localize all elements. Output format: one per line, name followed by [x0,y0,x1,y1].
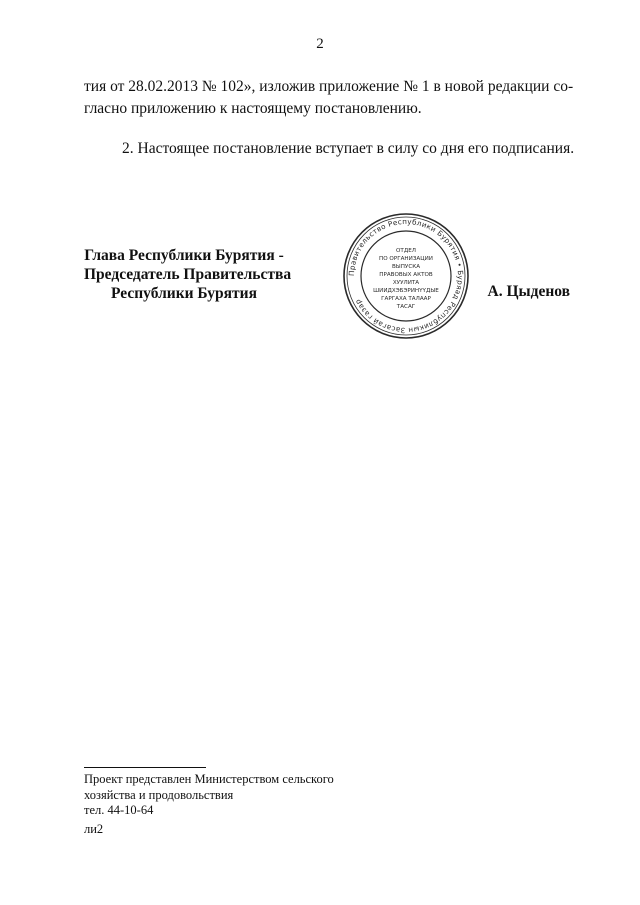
stamp-inner-line: ХУУЛИТА [392,280,420,286]
stamp-inner-line: ОТДЕЛ [396,248,416,254]
footnote-phone: тел. 44-10-64 [84,803,154,817]
stamp-inner-line: ШИИДХЭБЭРИНҮҮДЫЕ [373,288,439,294]
document-code: ли2 [84,822,104,836]
signatory-title [84,246,292,303]
signatory-title-line-2: Председатель Правительства [84,266,292,283]
stamp-inner-line: ВЫПУСКА [391,264,421,270]
official-seal-stamp [341,211,471,341]
signatory-title-line-1: Глава Республики Бурятия - [84,247,284,264]
paragraph-1-line-1: тия от 28.02.2013 № 102», изложив приложение № 1 в новой редакции со- [84,78,574,95]
stamp-inner-line: ПО ОРГАНИЗАЦИИ [379,256,433,262]
stamp-inner-text [373,248,439,310]
footnote-divider [84,767,206,768]
signatory-title-line-3: Республики Бурятия [111,285,257,302]
footnote-line-2: хозяйства и продовольствия [84,787,234,802]
body-paragraph-2: 2. Настоящее постановление вступает в силу со дня его подписания. [122,140,575,157]
stamp-inner-line: ПРАВОВЫХ АКТОВ [379,272,433,278]
page-number: 2 [316,36,324,52]
footnote-line-1: Проект представлен Министерством сельского [84,772,334,786]
signer-name: А. Цыденов [487,283,570,300]
stamp-inner-line: ТАСАГ [396,304,416,310]
stamp-inner-line: ГАРГАХА ТАЛААР [381,296,431,302]
stamp-outer-text: Правительство Республики Бурятия • Буряад Республикын Засагай газар [346,216,466,336]
body-paragraph-1 [84,76,574,120]
paragraph-1-line-2: гласно приложению к настоящему постановлению. [84,100,422,117]
footnote [84,772,404,819]
